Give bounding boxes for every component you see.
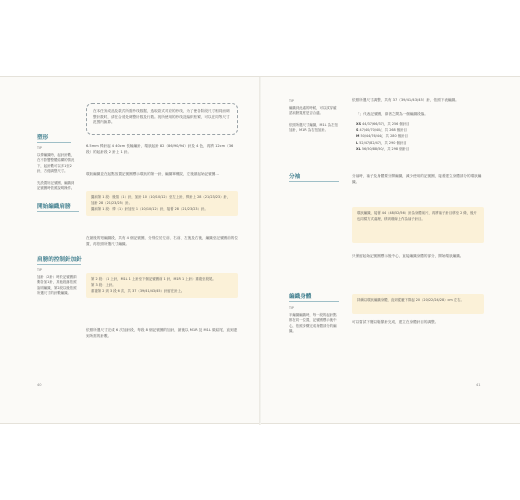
size-label: XS [356,122,362,126]
paragraph-split-2: 只保留起始記號圈標示後中心，直接編織身體的部分，開始環狀編織。 [352,254,464,258]
size-value: 44/37/66/37/，共 256 個針目 [362,122,410,126]
page-gutter [259,77,261,425]
section-underline [37,142,71,143]
section-title-start-shoulder: 開始編織肩膀 [37,204,71,210]
size-value: 56/50/88/50/，共 298 個針目 [361,146,410,151]
side-note-3 [37,268,77,296]
section-title-body: 編織身體 [289,294,312,300]
side-note-right-2 [289,123,339,133]
side-note-text: 以棒編織時，起針針數，在不影響整體結構的情況下，起針數可以多1至2針，方便調整尺寸。 [37,153,75,173]
instruction-box-1 [86,191,238,216]
instruction-line: 重複第 2 到 3 段 6 次，共 37（39/41/43/45）針留在針上。 [91,288,185,293]
page-number-left: 40 [37,383,42,387]
size-row [356,146,484,152]
paragraph-split: 分袖時，袖子及身體要分開編織，減少使用的記號圈，接著建立身體部分的環狀編織。 [352,174,482,184]
section-title-shoulder-increase: 肩膀的控制針加針 [37,257,82,263]
instruction-box-body: 持續以環狀編織身體，直到從腋下算起 20（20/22/24/28）cm 左右。 [352,294,484,314]
paragraph-marker: 環狀編織並在起點放置記號圈標示環狀的第一針，編織單螺紋，左後頸起始記號圈… [86,172,219,176]
side-note-right-3 [289,306,339,334]
tip-label: TIP [289,99,294,103]
section-title-shaping: 塑形 [37,135,49,141]
size-label: S [356,128,359,133]
side-note-text: 加針（2針）時於記號圈兩側各加1針，其他段落依照說明編織，第2段以後依照所選尺寸的針數編織。 [37,275,77,295]
side-note-text: 半編織編織時，每一段的起針點都在同一位置，記號圈標示後中心，依照步驟完成身體部分的編織。 [289,313,337,333]
size-value: 50/44/76/44/，共 280 個針目 [360,134,408,139]
side-note-text: 編織到此處的時候，可以試穿確認肩膀寬度是否合適。 [289,106,337,116]
paragraph-cast-on: 6.5mm 棒針起 4 40cm 長輪編針，環狀起針 82（86/90/94）針及 4 色，再將 12cm（36 段）的起針段 2 針上 1 針。 [86,144,234,154]
paragraph-short-rows: 在最後的短編織段，共有 4 個記號圈，分別位於左前、右前、左後及右後，編織至記號圈前的位置，再依照所選尺寸編織。 [86,236,238,246]
side-note-right-1 [289,99,339,117]
side-note-text: 先設置好記號圈，編織到記號圈時依照說明操作。 [37,181,75,191]
intro-note: 在本任务成品及款式所需纱线数据，选取款式对应的纱线，为了使各阶段尺寸相同而调整针数时，请在合适处调整针数及行数。视所使用的纱线及编织松紧，可以在同等尺寸范围内换算。 [86,103,238,135]
size-value: 52/47/82/47/，共 290 個針目 [359,140,407,145]
section-underline [289,301,339,302]
side-note-text: 依照所選尺寸編織，M1L 為左扭加針，M1R 為右扭加針。 [289,123,338,133]
tip-label: TIP [37,268,42,272]
section-title-split-sleeves: 分袖 [289,174,301,180]
size-intro: 依照所選尺寸調整，共有 37（39/41/43/45）針，依照下表編織。 [352,98,459,102]
paragraph-increase-summary: 依照所選尺寸完成 6 次加針段，每段 8 個記號圈的加針，最後以 M1R 及 M1L 做結尾，直到達到所需的針數。 [86,328,238,338]
tip-label: TIP [37,146,42,150]
page-number-right: 41 [476,383,481,387]
paragraph-hem: 可以嘗試下擺以鬆緊針完成，建立在身體針目的調整。 [352,320,439,324]
size-table [356,121,484,152]
instruction-line: 第 2 段：（1 上針，M1L 1 上針至下個記號圈前 1 針，M1R 1 上針）重複至段尾。 [91,277,216,281]
instruction-box-2 [86,273,238,298]
section-underline [37,211,79,212]
instruction-line: 圓肩第 1 段：後領（1）針，加針 10（10/10/12）至左上針，棒針上 28（21/23/23）針，加針 28（21/23/25）針。 [91,195,231,205]
size-label: M [356,134,360,139]
side-note-2 [37,181,77,191]
tip-label: TIP [289,306,294,310]
size-legend: 「」代表記號圈，兩者之間為一個編織段落。 [356,112,428,116]
instruction-box-right: 環狀編織，接著 44（48/52/56）針為身體前片，再將袖子針目移至 2 條，後片也同樣方式處理，移到廢線上作為袖子針目。 [352,207,484,243]
instruction-line: 圓肩第 1 段：棒（1）針加至 1（10/10/12）針，接著 28（21/23/23）針。 [91,206,208,211]
side-note-1 [37,146,77,174]
section-underline [289,181,339,182]
book-spread [0,76,520,424]
size-label: L [356,140,359,145]
section-underline [37,264,81,265]
instruction-line: 第 3 段：上針。 [91,282,116,287]
size-label: XL [356,146,361,151]
size-value: 47/40/70/40/，共 268 個針目 [359,128,407,133]
